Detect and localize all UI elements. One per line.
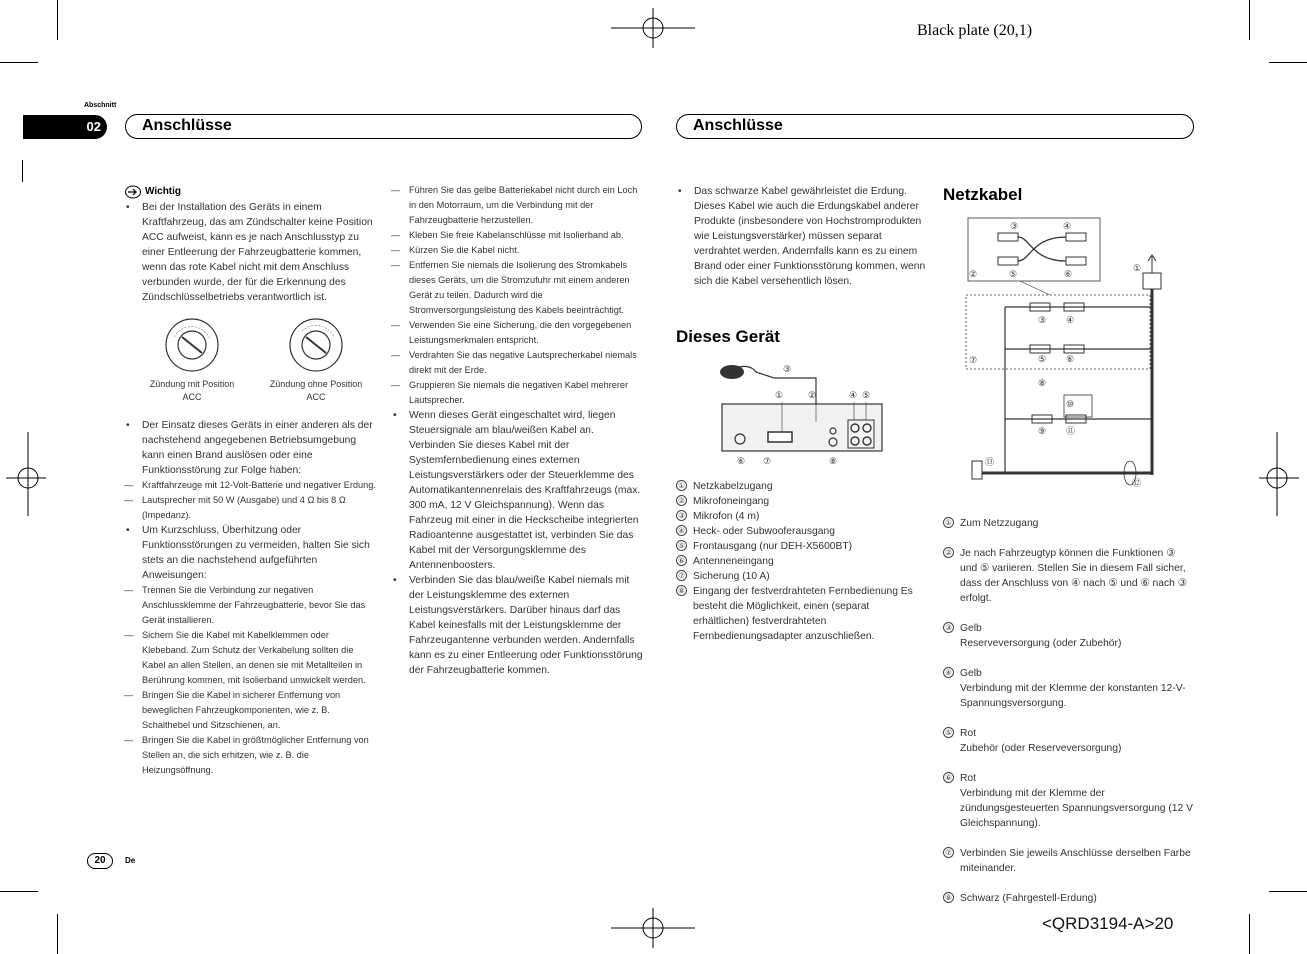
list-item: • Verbinden Sie das blau/weiße Kabel niemals mit der Leistungsklemme des externen Leistungsverstärkers. Darüber hinaus darf das Kabel keinesfalls mit der Leistungsklemme der Fahrzeugantenne verbunden werden. Andernfalls kann es zu einer Entleerung oder Funktionsstörung der Fahrzeugbatterie kommen.	[391, 573, 643, 678]
important-heading: Wichtig	[145, 186, 182, 197]
legend-item: ③ Gelb Reserveversorgung (oder Zubehör)	[943, 621, 1193, 651]
legend-item: ⑤ Rot Zubehör (oder Reserveversorgung)	[943, 726, 1193, 756]
crop-mark	[1249, 0, 1250, 40]
svg-text:⑧: ⑧	[1038, 378, 1047, 388]
ignition-acc-icon	[164, 317, 220, 373]
unit-rear-diagram	[712, 358, 892, 470]
list-subitem: — Kürzen Sie die Kabel nicht.	[391, 243, 643, 258]
page-number: 20	[87, 853, 113, 869]
legend-item: ⑥ Rot Verbindung mit der Klemme der zündungsgesteuerten Spannungsversorgung (12 V Gleichspannung).	[943, 771, 1193, 831]
svg-text:⑥: ⑥	[1066, 354, 1075, 364]
legend-item: ① Netzkabelzugang	[676, 479, 926, 494]
svg-text:⑨: ⑨	[1038, 426, 1047, 436]
power-cable-diagram	[960, 215, 1170, 490]
page-title-right: Anschlüsse	[676, 114, 1194, 139]
registration-mark-bottom	[611, 908, 695, 948]
list-subitem: — Trennen Sie die Verbindung zur negativen Anschlussklemme der Fahrzeugbatterie, bevor Sie das Gerät installieren.	[124, 583, 376, 628]
list-item: • Wenn dieses Gerät eingeschaltet wird, liegen Steuersignale am blau/weißen Kabel an. Verbinden Sie dieses Kabel mit der Systemfernbedienung eines externen Leistungsverstärkers oder der Steuerklemme des Automatikantennenrelais des Kraftfahrzeugs (max. 300 mA, 12 V Gleichspannung). Wenn das Fahrzeug mit einer in die Heckscheibe integrierten Radioantenne ausgestattet ist, verbinden Sie das Kabel mit der Versorgungsklemme des Antennenboosters.	[391, 408, 643, 573]
svg-text:⑪: ⑪	[1066, 426, 1076, 436]
legend-item: ④ Gelb Verbindung mit der Klemme der konstanten 12-V-Spannungsversorgung.	[943, 666, 1193, 711]
section-number: 02	[23, 115, 107, 139]
svg-text:⑫: ⑫	[1132, 478, 1142, 488]
column-2	[391, 183, 643, 678]
page-title-left: Anschlüsse	[125, 114, 642, 139]
svg-text:④: ④	[1063, 221, 1072, 231]
legend-item: ⑥ Antenneneingang	[676, 554, 926, 569]
crop-mark	[0, 62, 38, 63]
caption-without-acc: Zündung ohne Position ACC	[269, 379, 363, 402]
crop-mark	[1249, 914, 1250, 954]
svg-text:⑦: ⑦	[969, 355, 978, 365]
document-code: <QRD3194-A>20	[1042, 914, 1174, 933]
legend-dieses-geraet	[676, 479, 926, 644]
registration-mark-right	[1259, 432, 1299, 516]
svg-text:⑬: ⑬	[985, 457, 995, 467]
list-subitem: — Lautsprecher mit 50 W (Ausgabe) und 4 Ω bis 8 Ω (Impedanz).	[124, 493, 376, 523]
list-item: • Bei der Installation des Geräts in einem Kraftfahrzeug, das am Zündschalter keine Position ACC aufweist, kann es je nach Anschlusstyp zu einer Entleerung der Fahrzeugbatterie kommen, wenn das rote Kabel nicht mit dem Anschluss verbunden wurde, der für die Erkennung des Zündschlüsselbetriebs verantwortlich ist.	[124, 200, 376, 305]
crop-mark	[22, 160, 23, 182]
svg-text:⑩: ⑩	[1066, 399, 1075, 409]
legend-item: ⑦ Sicherung (10 A)	[676, 569, 926, 584]
svg-text:⑤: ⑤	[1009, 269, 1018, 279]
svg-text:⑥: ⑥	[1064, 269, 1073, 279]
legend-item: ⑤ Frontausgang (nur DEH-X5600BT)	[676, 539, 926, 554]
ignition-no-acc-icon	[288, 317, 344, 373]
column-3	[676, 184, 926, 289]
language-code: De	[125, 856, 136, 865]
list-item: • Um Kurzschluss, Überhitzung oder Funktionsstörungen zu vermeiden, halten Sie sich stets an die nachstehend aufgeführten Anweisungen:	[124, 523, 376, 583]
legend-item: ⑦ Verbinden Sie jeweils Anschlüsse derselben Farbe miteinander.	[943, 846, 1193, 876]
legend-item: ① Zum Netzzugang	[943, 516, 1193, 531]
crop-mark	[57, 0, 58, 40]
svg-text:④: ④	[1066, 315, 1075, 325]
legend-netzkabel	[943, 501, 1193, 921]
svg-text:⑧: ⑧	[829, 456, 838, 466]
important-icon	[124, 185, 142, 199]
svg-text:④: ④	[849, 390, 858, 400]
list-item: • Der Einsatz dieses Geräts in einer anderen als der nachstehend angegebenen Betriebsumgebung kann einen Brand auslösen oder eine Funktionsstörung zur Folge haben:	[124, 418, 376, 478]
list-subitem: — Verdrahten Sie das negative Lautsprecherkabel niemals direkt mit der Erde.	[391, 348, 643, 378]
svg-text:⑤: ⑤	[862, 390, 871, 400]
list-subitem: — Bringen Sie die Kabel in größtmöglicher Entfernung von Stellen an, die sich erhitzen, wie z. B. die Heizungsöffnung.	[124, 733, 376, 778]
list-subitem: — Kraftfahrzeuge mit 12-Volt-Batterie und negativer Erdung.	[124, 478, 376, 493]
caption-with-acc: Zündung mit Position ACC	[149, 379, 235, 402]
list-subitem: — Gruppieren Sie niemals die negativen Kabel mehrerer Lautsprecher.	[391, 378, 643, 408]
svg-text:①: ①	[775, 390, 784, 400]
plate-label: Black plate (20,1)	[917, 22, 1033, 39]
section-label: Abschnitt	[84, 102, 117, 109]
svg-text:②: ②	[969, 269, 978, 279]
list-subitem: — Kleben Sie freie Kabelanschlüsse mit Isolierband ab.	[391, 228, 643, 243]
legend-item: ② Je nach Fahrzeugtyp können die Funktionen ③ und ⑤ variieren. Stellen Sie in diesem Fall sicher, dass der Anschluss von ④ nach ⑤ und ⑥ nach ③ erfolgt.	[943, 546, 1193, 606]
legend-item: ④ Heck- oder Subwooferausgang	[676, 524, 926, 539]
list-item: • Das schwarze Kabel gewährleistet die Erdung. Dieses Kabel wie auch die Erdungskabel anderer Produkte (insbesondere von Hochstromprodukten wie Leistungsverstärker) müssen separat verdrahtet werden. Andernfalls kann es zu einem Brand oder einer Funktionsstörung kommen, wenn sich die Kabel versehentlich lösen.	[676, 184, 926, 289]
svg-text:②: ②	[808, 390, 817, 400]
list-subitem: — Führen Sie das gelbe Batteriekabel nicht durch ein Loch in den Motorraum, um die Verbindung mit der Fahrzeugbatterie herzustellen.	[391, 183, 643, 228]
legend-item: ⑧ Schwarz (Fahrgestell-Erdung)	[943, 891, 1193, 906]
heading-netzkabel: Netzkabel	[943, 185, 1023, 204]
crop-mark	[57, 914, 58, 954]
list-subitem: — Bringen Sie die Kabel in sicherer Entfernung von beweglichen Fahrzeugkomponenten, wie z. B. Schalthebel und Sitzschienen, an.	[124, 688, 376, 733]
registration-mark-top	[611, 8, 695, 48]
svg-text:③: ③	[1038, 315, 1047, 325]
column-1	[124, 184, 376, 778]
crop-mark	[0, 891, 38, 892]
svg-text:⑦: ⑦	[763, 456, 772, 466]
list-subitem: — Entfernen Sie niemals die Isolierung des Stromkabels dieses Geräts, um die Stromzufuhr mit einem anderen Gerät zu teilen. Dadurch wird die Stromversorgungsleistung des Kabels beeinträchtigt.	[391, 258, 643, 318]
registration-mark-left	[6, 432, 46, 516]
svg-text:⑤: ⑤	[1038, 354, 1047, 364]
legend-item: ② Mikrofoneingang	[676, 494, 926, 509]
crop-mark	[1269, 62, 1307, 63]
crop-mark	[1269, 891, 1307, 892]
list-subitem: — Sichern Sie die Kabel mit Kabelklemmen oder Klebeband. Zum Schutz der Verkabelung sollten die Kabel an allen Stellen, an denen sie mit Metallteilen in Berührung kommen, mit Isolierband umwickelt werden.	[124, 628, 376, 688]
list-subitem: — Verwenden Sie eine Sicherung, die den vorgegebenen Leistungsmerkmalen entspricht.	[391, 318, 643, 348]
svg-text:⑥: ⑥	[737, 456, 746, 466]
legend-item: ③ Mikrofon (4 m)	[676, 509, 926, 524]
svg-text:③: ③	[783, 364, 792, 374]
legend-item: ⑧ Eingang der festverdrahteten Fernbedienung Es besteht die Möglichkeit, einen (separat erhältlichen) festverdrahteten Fernbedienungsadapter anzuschließen.	[676, 584, 926, 644]
svg-text:①: ①	[1133, 263, 1142, 273]
svg-text:③: ③	[1010, 221, 1019, 231]
heading-dieses-geraet: Dieses Gerät	[676, 327, 780, 346]
